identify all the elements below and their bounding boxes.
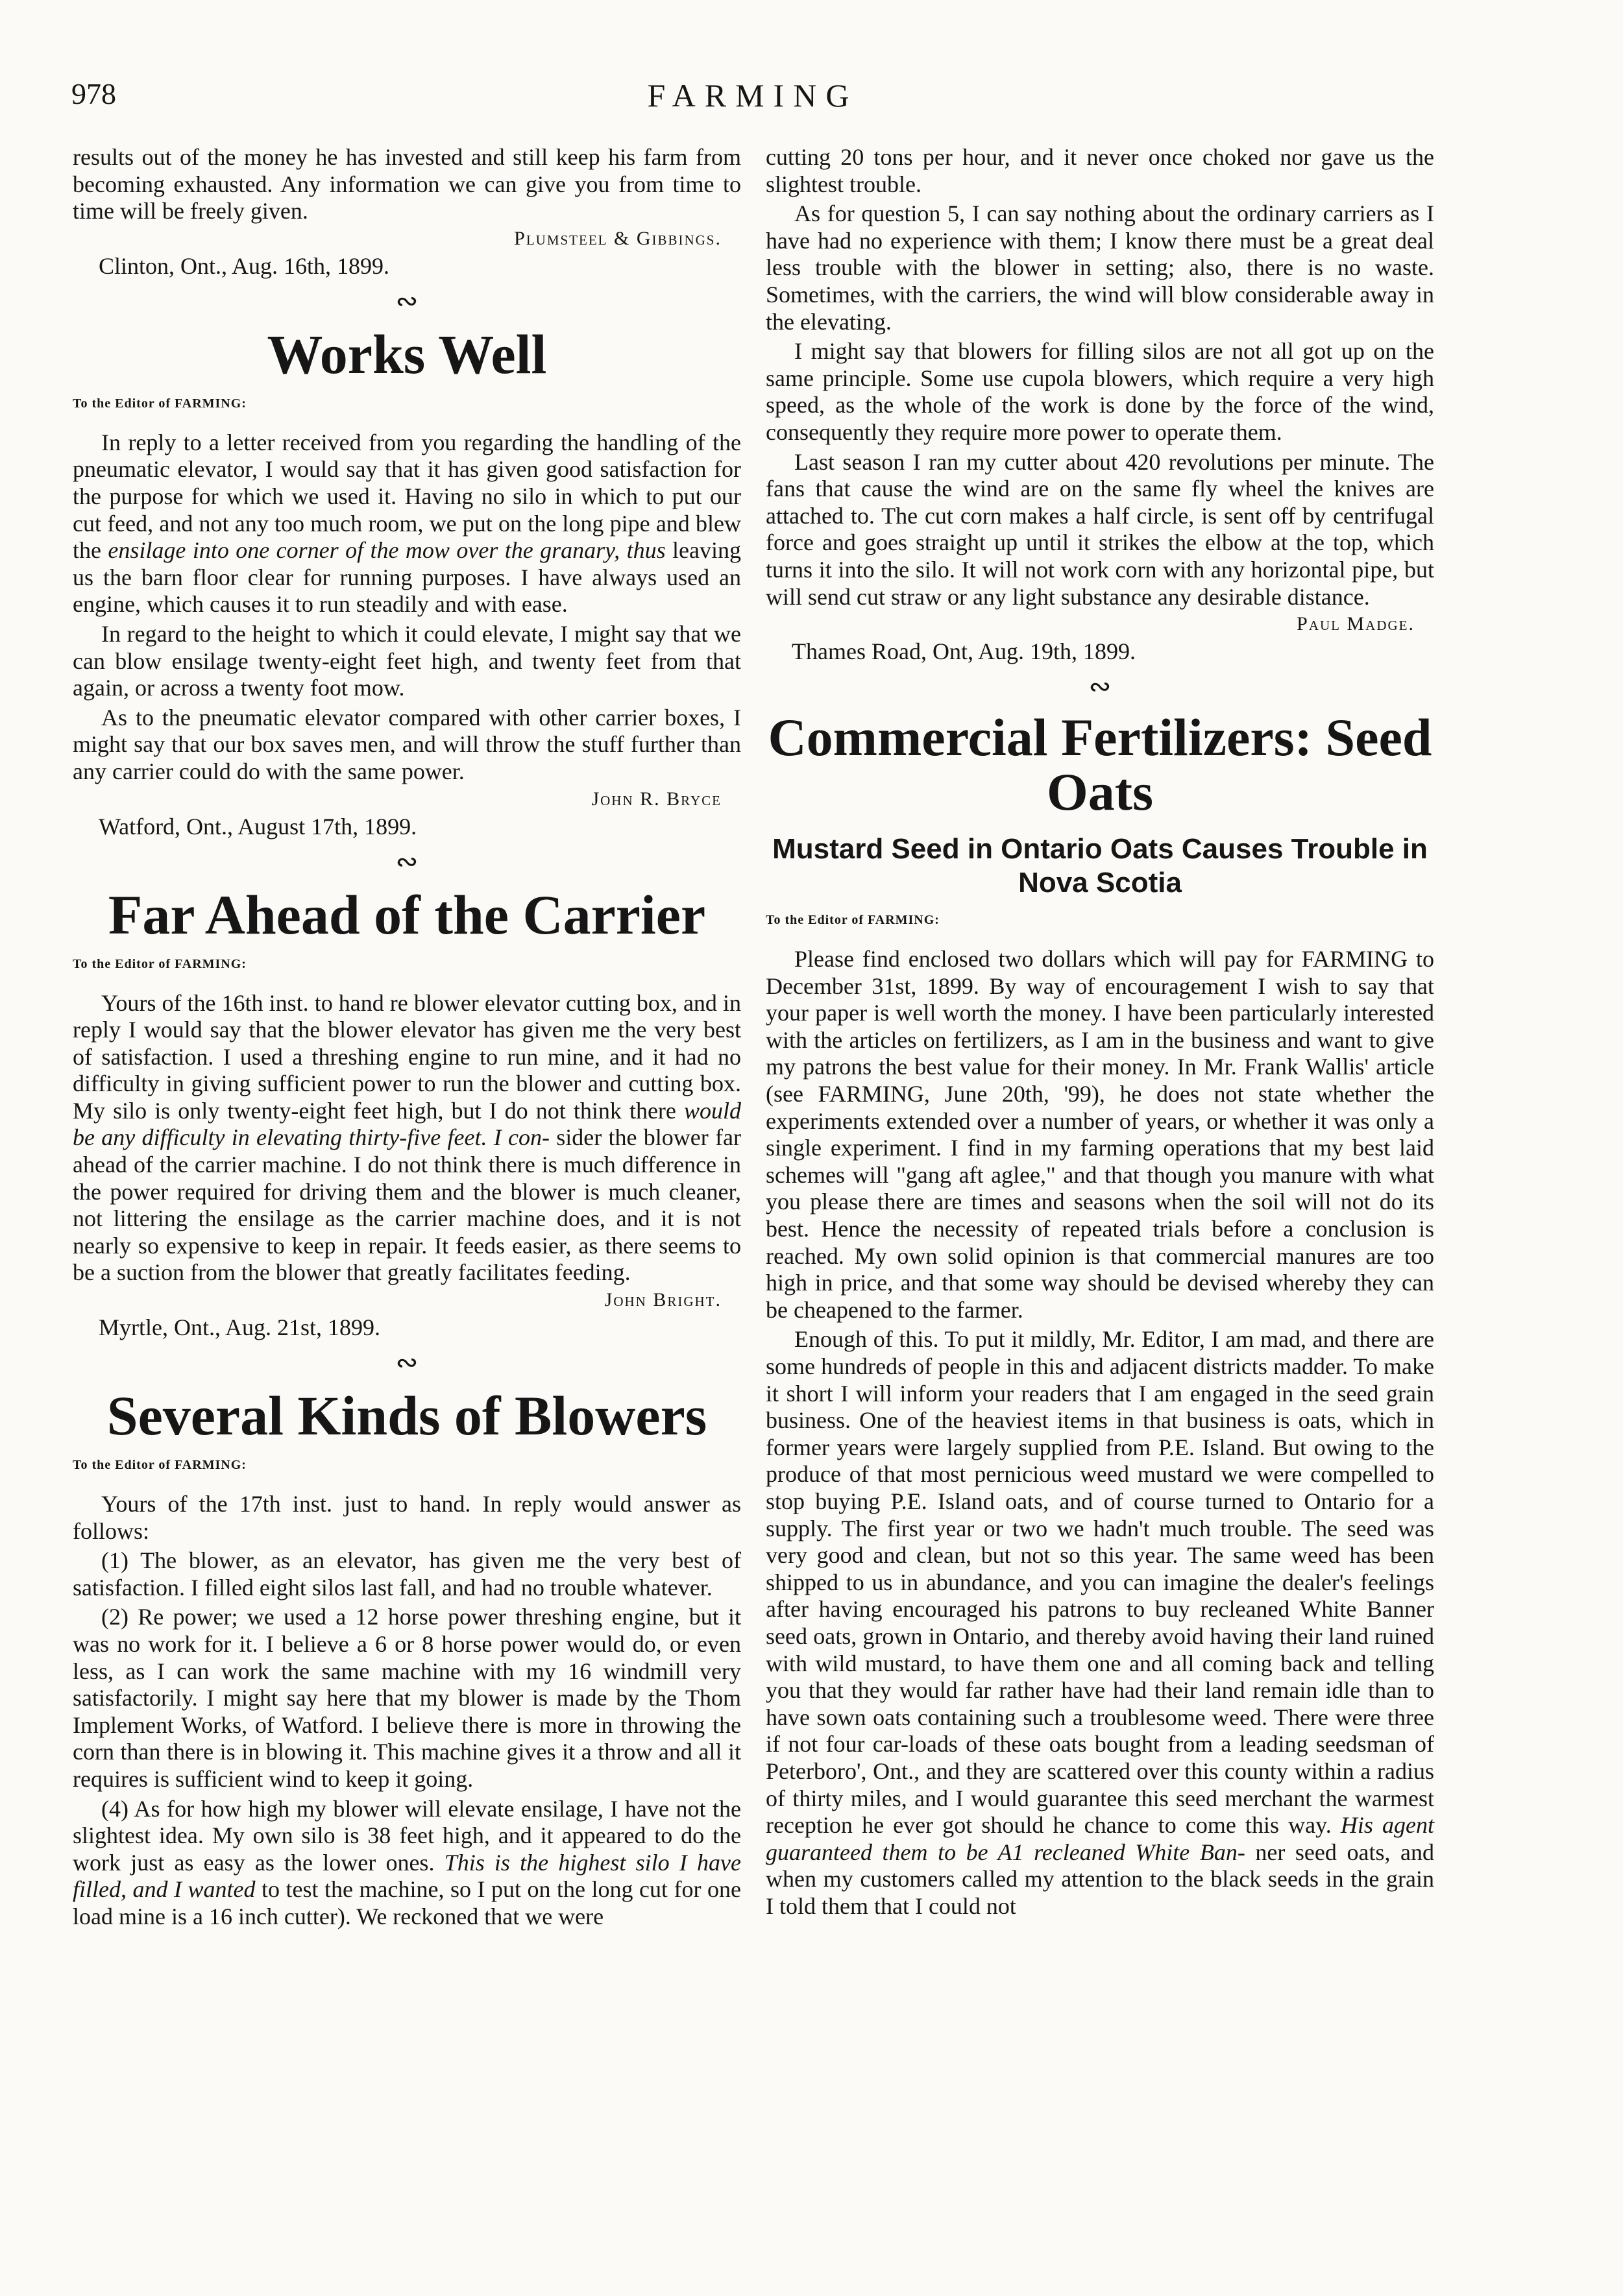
ornament-divider-icon: ∾ <box>395 286 419 317</box>
article-paragraph: As to the pneumatic elevator compared with other carrier boxes, I might say that our box saves men, and will throw the stuff further than any carrier could do with the same power. <box>73 704 741 784</box>
intro-paragraph: results out of the money he has invested and still keep his farm from becoming exhausted. Any information we can give you from time to time will be freely given. <box>73 144 741 224</box>
to-editor-line: To the Editor of FARMING: <box>73 956 247 971</box>
article-fertilizers <box>766 710 1434 1920</box>
page-number: 978 <box>71 77 116 110</box>
intro-signature: Plumsteel & Gibbings. <box>514 227 722 249</box>
article-paragraph: (4) As for how high my blower will elevate ensilage, I have not the slightest idea. My own silo is 38 feet high, and it appeared to do the work just as easy as the lower ones. This is the highest silo I have filled, and I wanted to test the machine, so I put on the long cut for one load mine is a 16 inch cutter). We reckoned that we were <box>73 1795 741 1929</box>
article-signature: John Bright. <box>604 1289 722 1311</box>
article-signature: John R. Bryce <box>591 788 722 810</box>
article-place-date: Myrtle, Ont., Aug. 21st, 1899. <box>99 1314 381 1341</box>
to-editor-line: To the Editor of FARMING: <box>766 913 940 928</box>
article-works-well <box>73 322 741 840</box>
article-title: Works Well <box>267 322 547 385</box>
article-far-ahead <box>73 883 741 1342</box>
running-head: FARMING <box>647 77 859 114</box>
article-place-date: Watford, Ont., August 17th, 1899. <box>99 813 417 840</box>
article-paragraph: Enough of this. To put it mildly, Mr. Editor, I am mad, and there are some hundreds of people in this and adjacent districts madder. To make it short I will inform your readers that I am engaged in the seed grain business. One of the heaviest items in that business is oats, which in former years were largely supplied from P.E. Island. But owing to the produce of that most pernicious weed mustard we were compelled to stop buying P.E. Island oats, and of course turned to Ontario for a supply. The first year or two we hadn't much trouble. The seed was very good and clean, but not so this year. The same weed has been shipped to us in abundance, and you can imagine the dealer's feelings after having encouraged his patrons to buy recleaned White Banner seed oats, grown in Ontario, and thereby avoid having their land ruined with wild mustard, to have them one and all coming back and telling you that they would far rather have had their land remain idle than to have sown oats containing such a troublesome weed. There were three if not four car-loads of these oats bought from a leading seedsman of Peterboro', Ont., and they are scattered over this county within a radius of thirty miles, and I would guarantee this seed merchant the warmest reception he ever got should he chance to come this way. His agent guaranteed them to be A1 recleaned White Ban- ner seed oats, and when my customers called my attention to the black seeds in the grain I told them that I could not <box>766 1326 1435 1919</box>
article-paragraph: In regard to the height to which it could elevate, I might say that we can blow ensilage twenty-eight feet high, and twenty feet from that again, or across a twenty foot mow. <box>73 620 741 701</box>
article-paragraph: Yours of the 17th inst. just to hand. In reply would answer as follows: <box>73 1491 741 1544</box>
left-column <box>73 144 741 1933</box>
article-signature: Paul Madge. <box>1297 613 1415 635</box>
article-title: Far Ahead of the Carrier <box>108 883 706 946</box>
article-paragraph: Last season I ran my cutter about 420 revolutions per minute. The fans that cause the wind are on the same fly wheel the knives are attached to. The cut corn makes a half circle, is sent off by centrifugal force and goes straight up until it strikes the elbow at the top, which turns it into the silo. It will not work corn with any horizontal pipe, but will send cut straw or any light substance any desirable distance. <box>766 448 1434 610</box>
to-editor-line: To the Editor of FARMING: <box>73 1458 247 1473</box>
right-column <box>766 144 1434 1922</box>
article-paragraph: In reply to a letter received from you regarding the handling of the pneumatic elevator, I would say that it has given good satisfaction for the purpose for which we used it. Having no silo in which to put our cut feed, and not any too much room, we put on the long pipe and blew the ensilage into one corner of the mow over the granary, thus leaving us the barn floor clear for running purposes. I have always used an engine, which causes it to run steadily and with ease. <box>73 429 741 618</box>
article-paragraph: I might say that blowers for filling silos are not all got up on the same principle. Some use cupola blowers, which require a very high speed, as the whole of the work is done by the force of the wind, consequently they require more power to operate them. <box>766 338 1434 445</box>
ornament-divider-icon: ∾ <box>395 847 419 877</box>
article-place-date: Thames Road, Ont, Aug. 19th, 1899. <box>792 638 1136 665</box>
article-paragraph: Yours of the 16th inst. to hand re blower elevator cutting box, and in reply I would say that the blower elevator has given me the very best of satisfaction. I used a threshing engine to run mine, and it had no difficulty in giving sufficient power to run the blower and cutting box. My silo is only twenty-eight feet high, but I do not think there would be any difficulty in elevating thirty-five feet. I con- sider the blower far ahead of the carrier machine. I do not think there is much difference in the power required for driving them and the blower is much cleaner, not littering the ensilage as the carrier machine does, and it is not nearly so expensive to keep in repair. It feeds easier, as there seems to be a suction from the blower that greatly facilitates feeding. <box>73 989 741 1286</box>
ornament-divider-icon: ∾ <box>395 1348 419 1379</box>
article-paragraph: (2) Re power; we used a 12 horse power threshing engine, but it was no work for it. I believe a 6 or 8 horse power would do, or even less, as I can work the same machine with my 16 windmill very satisfactorily. I might say here that my blower is made by the Thom Implement Works, of Watford. I believe there is more in throwing the corn than there is in blowing it. This machine gives it a throw and all it requires is sufficient wind to keep it going. <box>73 1604 741 1792</box>
to-editor-line: To the Editor of FARMING: <box>73 396 247 411</box>
intro-place-date: Clinton, Ont., Aug. 16th, 1899. <box>99 252 390 279</box>
article-title: Commercial Fertilizers: Seed Oats <box>768 708 1432 822</box>
page-header <box>71 77 1434 128</box>
article-title: Several Kinds of Blowers <box>106 1384 707 1447</box>
article-several-kinds <box>73 1386 741 1931</box>
article-paragraph: As for question 5, I can say nothing about the ordinary carriers as I have had no experience with them; I know there must be a great deal less trouble with the blower in setting; also, there is no waste. Sometimes, with the carriers, the wind will blow considerable away in the elevating. <box>766 200 1434 335</box>
article-paragraph: (1) The blower, as an elevator, has given me the very best of satisfaction. I filled eight silos last fall, and had no trouble whatever. <box>73 1547 741 1601</box>
article-paragraph: Please find enclosed two dollars which will pay for FARMING to December 31st, 1899. By way of encouragement I wish to say that your paper is well worth the money. I have been particularly interested with the articles on fertilizers, as I am in the business and want to give my patrons the best value for their money. In Mr. Frank Wallis' article (see FARMING, June 20th, '99), he does not state whether the experiments extended over a number of years, or whether it was only a single experiment. I find in my farming operations that my best laid schemes will "gang aft aglee," and that though you manure with what you please there are times and seasons when the soil will not do its best. Hence the necessity of repeated trials before a conclusion is reached. My own solid opinion is that commercial manures are too high in price, and that some way should be devised whereby they can be cheapened to the farmer. <box>766 946 1434 1323</box>
continued-paragraph: cutting 20 tons per hour, and it never once choked nor gave us the slightest trouble. <box>766 144 1434 197</box>
article-subtitle: Mustard Seed in Ontario Oats Causes Trouble in Nova Scotia <box>772 833 1428 899</box>
ornament-divider-icon: ∾ <box>1088 672 1112 703</box>
